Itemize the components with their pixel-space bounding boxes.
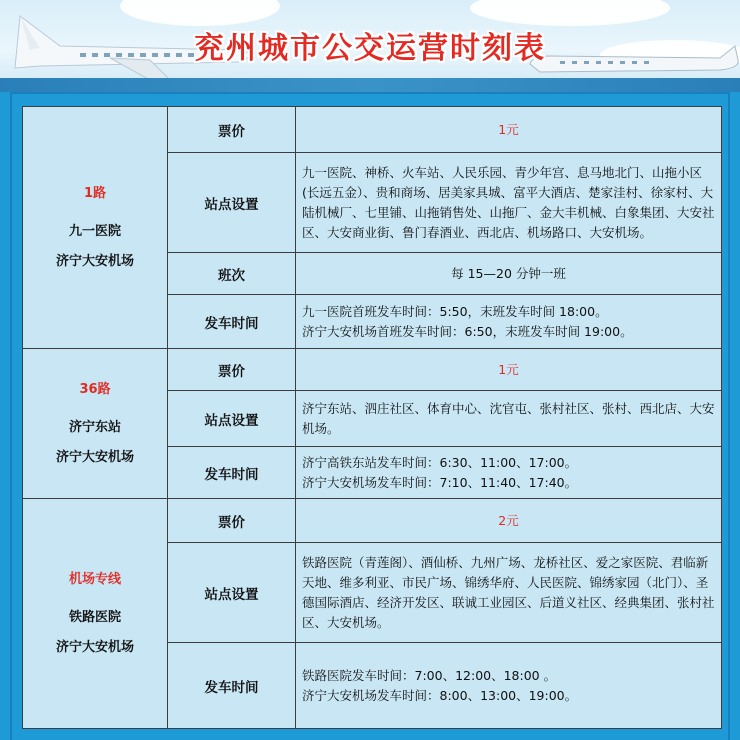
route-destination: 济宁大安机场	[55, 449, 134, 465]
route-destination: 济宁大安机场	[55, 639, 134, 655]
departure-label: 发车时间	[168, 295, 296, 349]
stops-value: 九一医院、神桥、火车站、人民乐园、青少年宫、息马地北门、山拖小区(长远五金）、贵和商场、居美家具城、富平大酒店、楚家洼村、徐家村、大陆机械厂、七里铺、山拖销售处、山拖厂、金大丰机械、白象集团、大安社区、大安商业街、鲁门春酒业、西北店、机场路口、大安机场。	[296, 153, 722, 253]
route-number: 36路	[79, 381, 111, 397]
stops-value: 铁路医院（青莲阁）、酒仙桥、九州广场、龙桥社区、爱之家医院、君临新天地、维多利亚、市民广场、锦绣华府、人民医院、锦绣家园（北门）、圣德国际酒店、经济开发区、联诚工业园区、后道义社区、经典集团、张村社区、大安机场。	[296, 543, 722, 643]
stops-label: 站点设置	[168, 153, 296, 253]
departure-value	[296, 447, 722, 499]
route-number: 机场专线	[68, 571, 121, 587]
departure-value	[296, 643, 722, 729]
table-row	[23, 107, 722, 153]
header-banner	[0, 0, 740, 92]
timetable-frame	[10, 92, 730, 740]
price-value: 2元	[296, 499, 722, 543]
table-row	[23, 349, 722, 391]
route-cell	[23, 499, 168, 729]
price-value: 1元	[296, 107, 722, 153]
route-origin: 济宁东站	[68, 419, 121, 435]
route-cell	[23, 107, 168, 349]
departure-line: 济宁大安机场首班发车时间：6:50，末班发车时间 19:00。	[302, 323, 633, 339]
route-origin: 九一医院	[68, 223, 121, 239]
departure-label: 发车时间	[168, 447, 296, 499]
frequency-value: 每 15—20 分钟一班	[296, 253, 722, 295]
price-label: 票价	[168, 107, 296, 153]
departure-line: 济宁高铁东站发车时间：6:30、11:00、17:00。	[302, 454, 578, 470]
price-label: 票价	[168, 349, 296, 391]
frequency-label: 班次	[168, 253, 296, 295]
stops-value: 济宁东站、泗庄社区、体育中心、沈官屯、张村社区、张村、西北店、大安机场。	[296, 391, 722, 447]
departure-label: 发车时间	[168, 643, 296, 729]
departure-line: 济宁大安机场发车时间：8:00、13:00、19:00。	[302, 687, 578, 703]
header-stripe	[0, 78, 740, 92]
departure-value	[296, 295, 722, 349]
timetable	[22, 106, 722, 729]
departure-line: 济宁大安机场发车时间：7:10、11:40、17:40。	[302, 474, 578, 490]
route-destination: 济宁大安机场	[55, 253, 134, 269]
departure-line: 九一医院首班发车时间：5:50，末班发车时间 18:00。	[302, 303, 608, 319]
route-cell	[23, 349, 168, 499]
stops-label: 站点设置	[168, 543, 296, 643]
departure-line: 铁路医院发车时间：7:00、12:00、18:00 。	[302, 667, 557, 683]
table-row	[23, 499, 722, 543]
page-title: 兖州城市公交运营时刻表	[194, 31, 546, 66]
price-value: 1元	[296, 349, 722, 391]
price-label: 票价	[168, 499, 296, 543]
stops-label: 站点设置	[168, 391, 296, 447]
title-bar	[150, 22, 590, 68]
route-origin: 铁路医院	[68, 609, 121, 625]
route-number: 1路	[83, 185, 107, 201]
